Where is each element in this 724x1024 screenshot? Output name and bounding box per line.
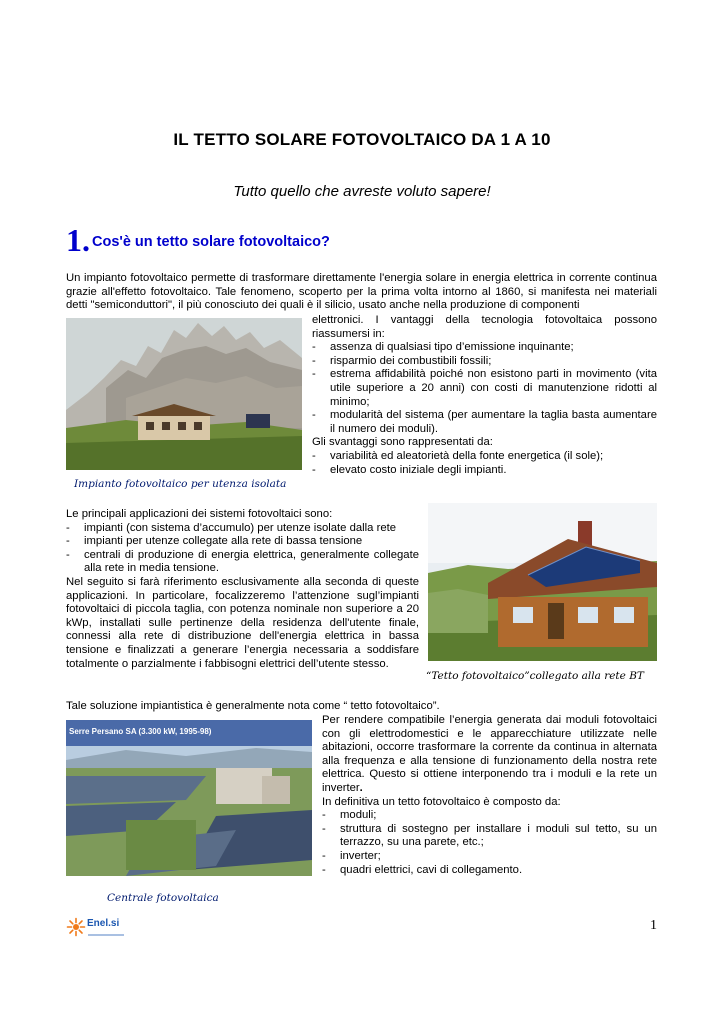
composition-intro: In definitiva un tetto fotovoltaico è composto da: (322, 795, 561, 808)
logo-text: Enel.si (87, 918, 120, 929)
bullet-dash: - (322, 849, 326, 862)
bullet-dash: - (66, 521, 70, 534)
bullet-dash: - (312, 409, 316, 422)
list-item-text: impianti (con sistema d’accumulo) per utenze isolate dalla rete (84, 521, 397, 534)
list-item-text: centrali di produzione di energia elettrica, generalmente collegate alla rete in media tensione. (84, 548, 419, 575)
bullet-dash: - (66, 535, 70, 548)
mountain-hut-photo (66, 318, 302, 470)
list-item-text: assenza di qualsiasi tipo d’emissione inquinante; (330, 341, 574, 354)
advantages-block (312, 314, 657, 477)
caption-grid-connected-roof: “Tetto fotovoltaico”collegato alla rete BT (426, 670, 644, 682)
inverter-text: Per rendere compatibile l’energia generata dai moduli fotovoltaici con gli elettrodomestici e le apparecchiature utilizzate nelle abitazioni, occorre trasformare la corrente da continua in alternata alla frequenza e alla tensione di funzionamento della nostra rete elettrica. Questo si ottiene interponendo tra i moduli e la rete un inverter (322, 714, 657, 794)
list-item (312, 341, 657, 355)
list-item-text: inverter; (340, 849, 381, 862)
list-item-text: impianti per utenze collegate alla rete di bassa tensione (84, 535, 363, 548)
photo-label: Serre Persano SA (3.300 kW, 1995-98) (69, 727, 212, 736)
list-item (322, 850, 657, 864)
disadvantages-intro: Gli svantaggi sono rappresentati da: (312, 436, 493, 449)
pv-roof-house-photo (428, 503, 657, 661)
caption-pv-plant: Centrale fotovoltaica (107, 892, 219, 904)
inverter-paragraph (322, 714, 657, 796)
bullet-dash: - (322, 863, 326, 876)
bullet-dash: - (66, 548, 70, 561)
bullet-dash: - (312, 354, 316, 367)
page-title: IL TETTO SOLARE FOTOVOLTAICO DA 1 A 10 (173, 130, 551, 149)
list-item (322, 864, 657, 878)
list-item (312, 464, 657, 478)
solution-paragraph: Tale soluzione impiantistica è generalmente nota come “ tetto fotovoltaico”. (66, 700, 440, 712)
list-item-text: elevato costo iniziale degli impianti. (330, 463, 507, 476)
list-item (66, 535, 419, 549)
intro-paragraph: Un impianto fotovoltaico permette di trasformare direttamente l'energia solare in energia elettrica in corrente continua grazie all'effetto fotovoltaico. Tale fenomeno, scoperto per la prima volta intorno al 1860, si manifesta nei materiali detti "semiconduttori", il più conosciuto dei quali è il silicio, usato anche nella produzione di componenti (66, 272, 657, 312)
list-item (312, 409, 657, 436)
list-item (66, 549, 419, 576)
focus-paragraph: Nel seguito si farà riferimento esclusivamente alla seconda di queste applicazioni. In particolare, focalizzeremo l’attenzione sugl’impianti fotovoltaici di piccola taglia, con potenza nominale non superiore a 20 kWp, installati sulle pertinenze della residenza dell'utente finale, connessi alla rete di distribuzione dell'energia elettrica in bassa tensione e finalizzati a generare l’energia necessaria a soddisfare totalmente o parzialmente i fabbisogni elettrici dell’utente stesso. (66, 575, 419, 670)
list-item-text: variabilità ed aleatorietà della fonte energetica (il sole); (330, 449, 604, 462)
caption-isolated-system: Impianto fotovoltaico per utenza isolata (74, 478, 287, 490)
section-number: 1. (66, 222, 90, 258)
composition-block (322, 714, 657, 877)
list-item (66, 522, 419, 536)
enel-logo (66, 915, 128, 946)
pv-plant-photo (66, 720, 312, 876)
advantages-intro: elettronici. I vantaggi della tecnologia fotovoltaica possono riassumersi in: (312, 314, 657, 340)
list-item (312, 450, 657, 464)
list-item-text: modularità del sistema (per aumentare la taglia basta aumentare il numero dei moduli). (330, 409, 657, 435)
page-number: 1 (650, 918, 657, 933)
bullet-dash: - (312, 449, 316, 462)
applications-intro: Le principali applicazioni dei sistemi fotovoltaici sono: (66, 508, 333, 520)
inverter-period: . (359, 781, 363, 794)
bullet-dash: - (312, 341, 316, 354)
list-item (322, 823, 657, 850)
list-item-text: quadri elettrici, cavi di collegamento. (340, 863, 523, 876)
list-item (312, 368, 657, 409)
list-item-text: estrema affidabilità poiché non esistono parti in movimento (vita utile superiore a 20 anni) con costi di manutenzione ridotti al minimo; (330, 368, 657, 408)
list-item-text: moduli; (340, 809, 377, 822)
bullet-dash: - (312, 368, 316, 381)
page-subtitle: Tutto quello che avreste voluto sapere! (233, 183, 491, 200)
bullet-dash: - (322, 822, 326, 835)
bullet-dash: - (322, 809, 326, 822)
list-item-text: risparmio dei combustibili fossili; (330, 354, 492, 367)
applications-block (66, 508, 419, 671)
section-title: Cos'è un tetto solare fotovoltaico? (92, 234, 330, 250)
list-item-text: struttura di sostegno per installare i moduli sul tetto, su un terrazzo, su una parete, etc.; (340, 822, 657, 849)
bullet-dash: - (312, 463, 316, 476)
list-item (322, 809, 657, 823)
list-item (312, 355, 657, 369)
